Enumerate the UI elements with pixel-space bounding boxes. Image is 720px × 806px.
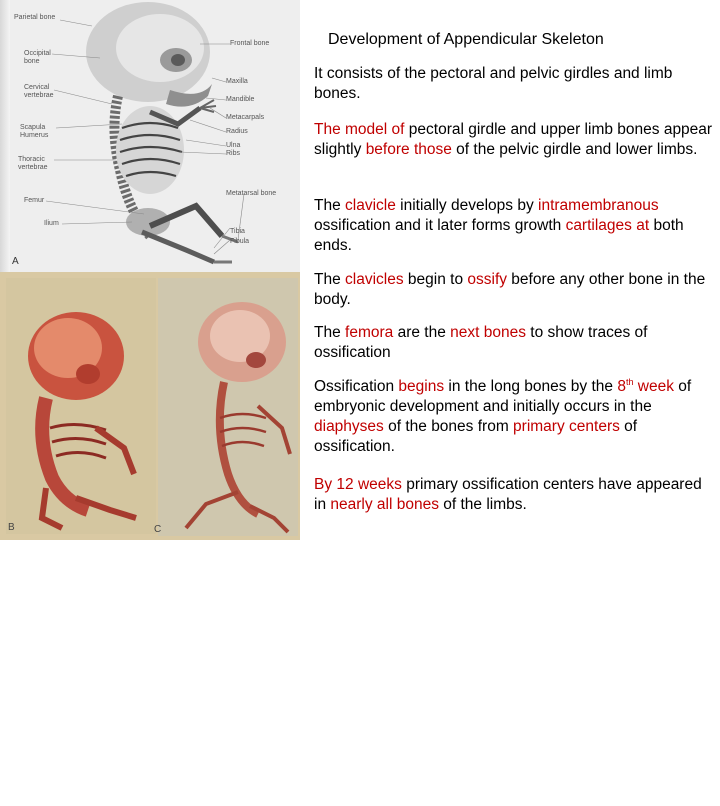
figure-b-photo	[6, 278, 156, 806]
text-segment: of the bones from	[383, 418, 514, 435]
highlighted-term: clavicles	[345, 271, 404, 288]
label-thoracic-vertebrae: Thoracic vertebrae	[18, 156, 48, 171]
label-radius: Radius	[226, 128, 248, 135]
highlighted-term: 8	[617, 378, 626, 395]
label-ribs: Ribs	[226, 150, 241, 157]
figure-letter-a: A	[12, 256, 19, 267]
label-frontal-bone: Frontal bone	[230, 40, 270, 47]
label-cervical-vertebrae: Cervical vertebrae	[24, 84, 54, 99]
highlighted-term: next bones	[450, 324, 526, 341]
label-metatarsal-bone: Metatarsal bone	[226, 190, 277, 197]
paragraph-4	[314, 270, 716, 310]
label-tibia: Tibia	[230, 228, 245, 235]
highlighted-term: begins	[398, 378, 445, 395]
paragraph-5	[314, 323, 716, 363]
figure-letter-b: B	[8, 522, 15, 533]
text-segment: begin to	[403, 271, 468, 288]
text-segment: before any other bone in the body.	[314, 271, 706, 308]
slide-title: Development of Appendicular Skeleton	[328, 31, 604, 48]
highlighted-term: The model of	[314, 121, 405, 138]
text-segment: The	[314, 197, 346, 214]
highlighted-term: cartilages at	[565, 217, 650, 234]
paragraph-2	[314, 120, 716, 160]
label-scapula-humerus: Scapula Humerus	[20, 124, 49, 139]
text-segment: ossification and it later forms growth	[314, 217, 566, 234]
text-segment: to show traces of ossification	[314, 324, 648, 361]
text-segment: of the pelvic girdle and lower limbs.	[451, 141, 698, 158]
highlighted-term: clavicle	[345, 197, 396, 214]
text-segment: The	[314, 271, 346, 288]
text-segment: initially develops by	[395, 197, 539, 214]
text-segment: of ossification.	[314, 418, 638, 455]
text-segment: both ends.	[314, 217, 684, 254]
text-segment: of the limbs.	[438, 496, 527, 513]
figure-bc-panel	[0, 272, 300, 540]
label-parietal-bone: Parietal bone	[14, 14, 56, 21]
label-ilium: Ilium	[44, 220, 59, 227]
text-segment: The	[314, 324, 346, 341]
paragraph-6	[314, 377, 716, 457]
highlighted-term: before those	[365, 141, 452, 158]
stained-fetus-b-illustration	[6, 278, 156, 534]
highlighted-term: th	[625, 376, 634, 387]
label-occipital-bone: Occipital bone	[24, 50, 51, 65]
figure-a-radiograph	[0, 0, 300, 272]
paragraph-1	[314, 64, 716, 104]
label-fibula: Fibula	[230, 238, 250, 245]
highlighted-term: week	[633, 378, 674, 395]
highlighted-term: nearly all bones	[330, 496, 439, 513]
label-metacarpals: Metacarpals	[226, 114, 265, 121]
label-mandible: Mandible	[226, 96, 255, 103]
highlighted-term: intramembranous	[538, 197, 659, 214]
figure-c-photo	[154, 278, 298, 536]
text-segment: primary ossification centers have appeared in	[314, 476, 702, 513]
paragraph-3	[314, 196, 716, 256]
text-segment: in the long bones by the	[444, 378, 618, 395]
text-segment: It consists of the pectoral and pelvic girdles and limb bones.	[314, 65, 673, 102]
text-segment: Ossification	[314, 378, 399, 395]
highlighted-term: ossify	[467, 271, 507, 288]
text-segment: are the	[393, 324, 451, 341]
highlighted-term: By 12 weeks	[314, 476, 402, 493]
label-femur: Femur	[24, 197, 45, 204]
highlighted-term: femora	[345, 324, 394, 341]
paragraph-7	[314, 475, 716, 515]
stained-fetus-c-illustration	[158, 278, 298, 536]
highlighted-term: primary centers	[513, 418, 620, 435]
text-segment: pectoral girdle and upper limb bones appear slightly	[314, 121, 713, 158]
figure-letter-c: C	[154, 524, 162, 535]
label-maxilla: Maxilla	[226, 78, 248, 85]
text-segment: of embryonic development and initially occurs in the	[314, 378, 692, 415]
highlighted-term: diaphyses	[314, 418, 384, 435]
label-ulna: Ulna	[226, 142, 241, 149]
